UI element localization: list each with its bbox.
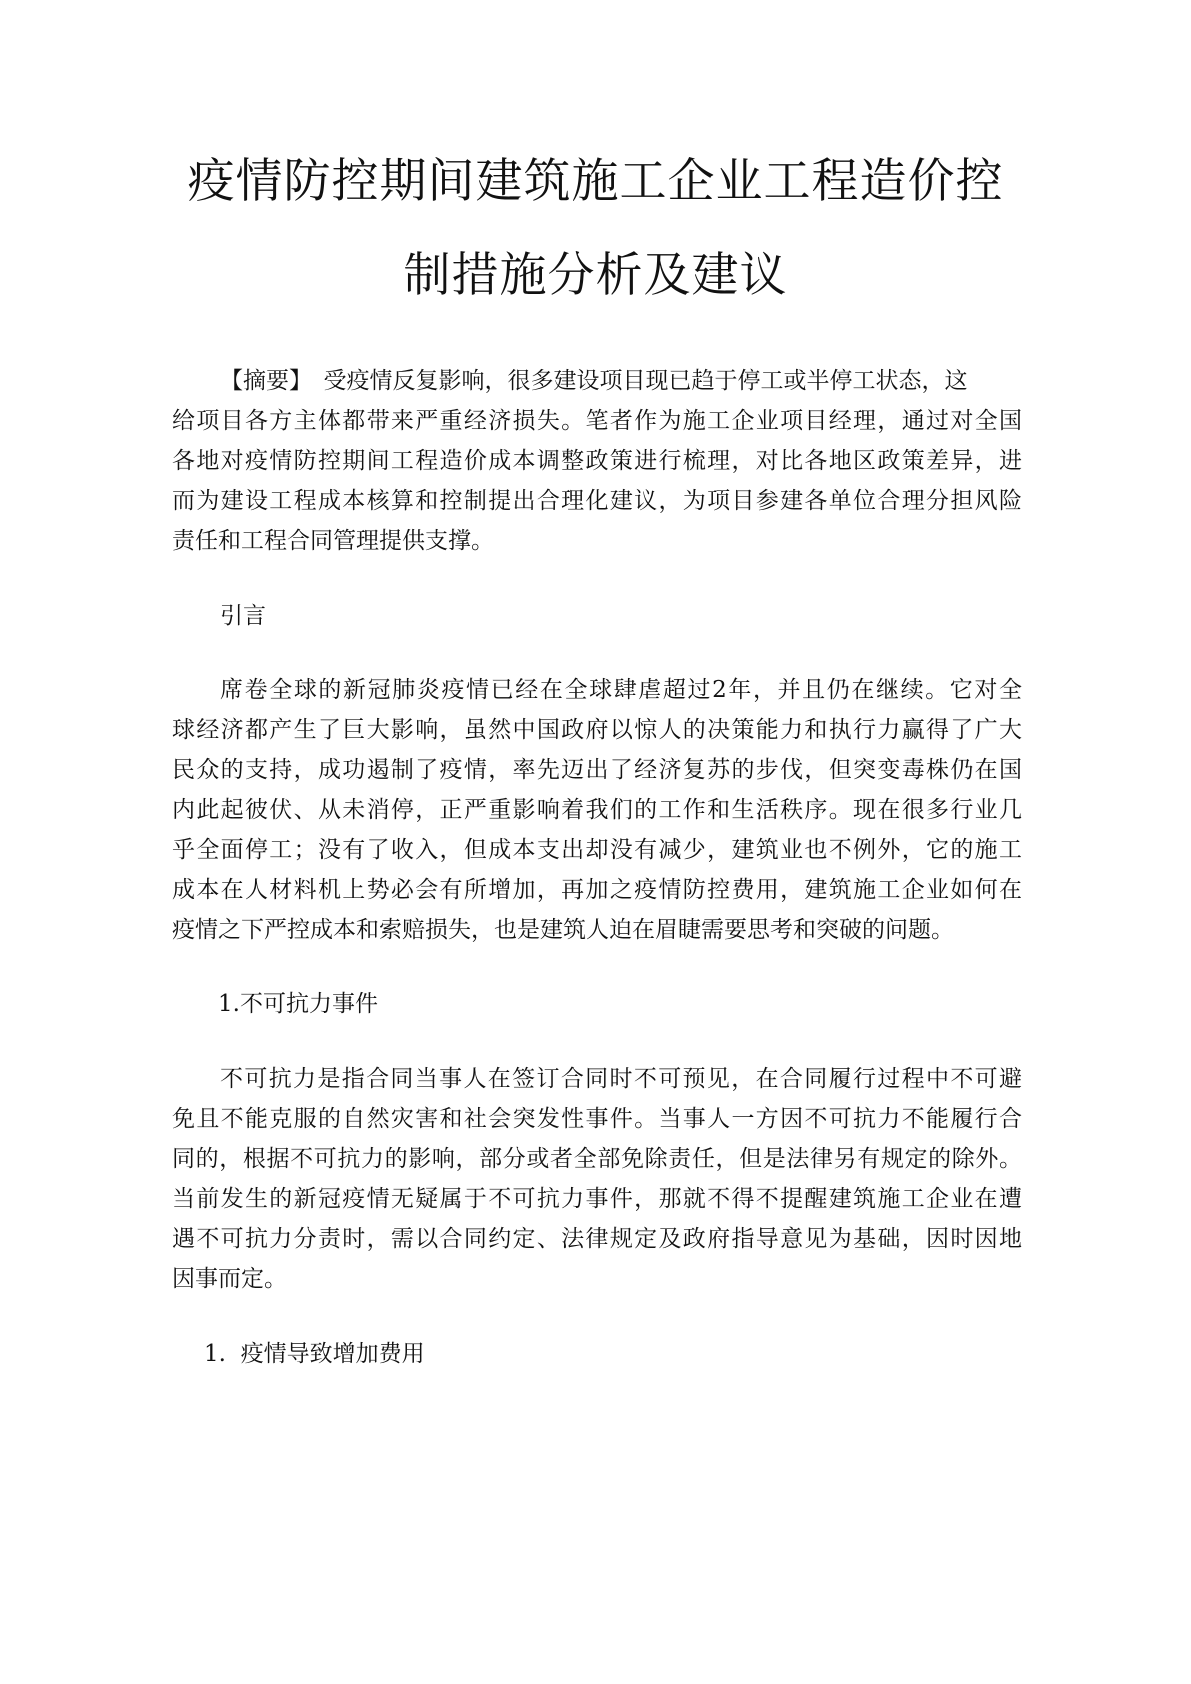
abstract-line-3: 各地对疫情防控期间工程造价成本调整政策进行梳理，对比各地区政策差异，进 — [172, 448, 1022, 474]
intro-line-1: 席卷全球的新冠肺炎疫情已经在全球肆虐超过2年，并且仍在继续。它对全 — [220, 677, 1022, 703]
section1-line-2: 免且不能克服的自然灾害和社会突发性事件。当事人一方因不可抗力不能履行合 — [172, 1106, 1022, 1132]
intro-line-5: 乎全面停工；没有了收入，但成本支出却没有减少，建筑业也不例外，它的施工 — [172, 837, 1022, 863]
intro-line-4: 内此起彼伏、从未消停，正严重影响着我们的工作和生活秩序。现在很多行业几 — [172, 797, 1022, 823]
abstract-line-5: 责任和工程合同管理提供支撑。 — [172, 528, 494, 554]
abstract-line-1 — [220, 366, 968, 396]
section2-heading: 1. 疫情导致增加费用 — [204, 1341, 425, 1367]
intro-line-6: 成本在人材料机上势必会有所增加，再加之疫情防控费用，建筑施工企业如何在 — [172, 877, 1022, 903]
abstract-line-2: 给项目各方主体都带来严重经济损失。笔者作为施工企业项目经理，通过对全国 — [172, 408, 1022, 434]
intro-line-3: 民众的支持，成功遏制了疫情，率先迈出了经济复苏的步伐，但突变毒株仍在国 — [172, 757, 1022, 783]
section1-line-6: 因事而定。 — [172, 1266, 287, 1292]
abstract-line-4: 而为建设工程成本核算和控制提出合理化建议，为项目参建各单位合理分担风险 — [172, 488, 1022, 514]
section1-line-5: 遇不可抗力分责时，需以合同约定、法律规定及政府指导意见为基础，因时因地 — [172, 1226, 1022, 1252]
document-title-line-2: 制措施分析及建议 — [403, 248, 788, 303]
section1-line-3: 同的，根据不可抗力的影响，部分或者全部免除责任，但是法律另有规定的除外。 — [172, 1146, 1022, 1172]
section1-line-4: 当前发生的新冠疫情无疑属于不可抗力事件，那就不得不提醒建筑施工企业在遭 — [172, 1186, 1022, 1212]
section1-line-1: 不可抗力是指合同当事人在签订合同时不可预见，在合同履行过程中不可避 — [220, 1066, 1022, 1092]
document-title-line-1: 疫情防控期间建筑施工企业工程造价控 — [187, 154, 1004, 209]
section1-heading: 1.不可抗力事件 — [218, 991, 378, 1017]
abstract-text: 受疫情反复影响，很多建设项目现已趋于停工或半停工状态，这 — [323, 368, 968, 394]
intro-line-7: 疫情之下严控成本和索赔损失，也是建筑人迫在眉睫需要思考和突破的问题。 — [172, 917, 954, 943]
intro-line-2: 球经济都产生了巨大影响，虽然中国政府以惊人的决策能力和执行力赢得了广大 — [172, 717, 1022, 743]
abstract-label: 【摘要】 — [220, 368, 312, 394]
intro-heading: 引言 — [220, 603, 266, 629]
